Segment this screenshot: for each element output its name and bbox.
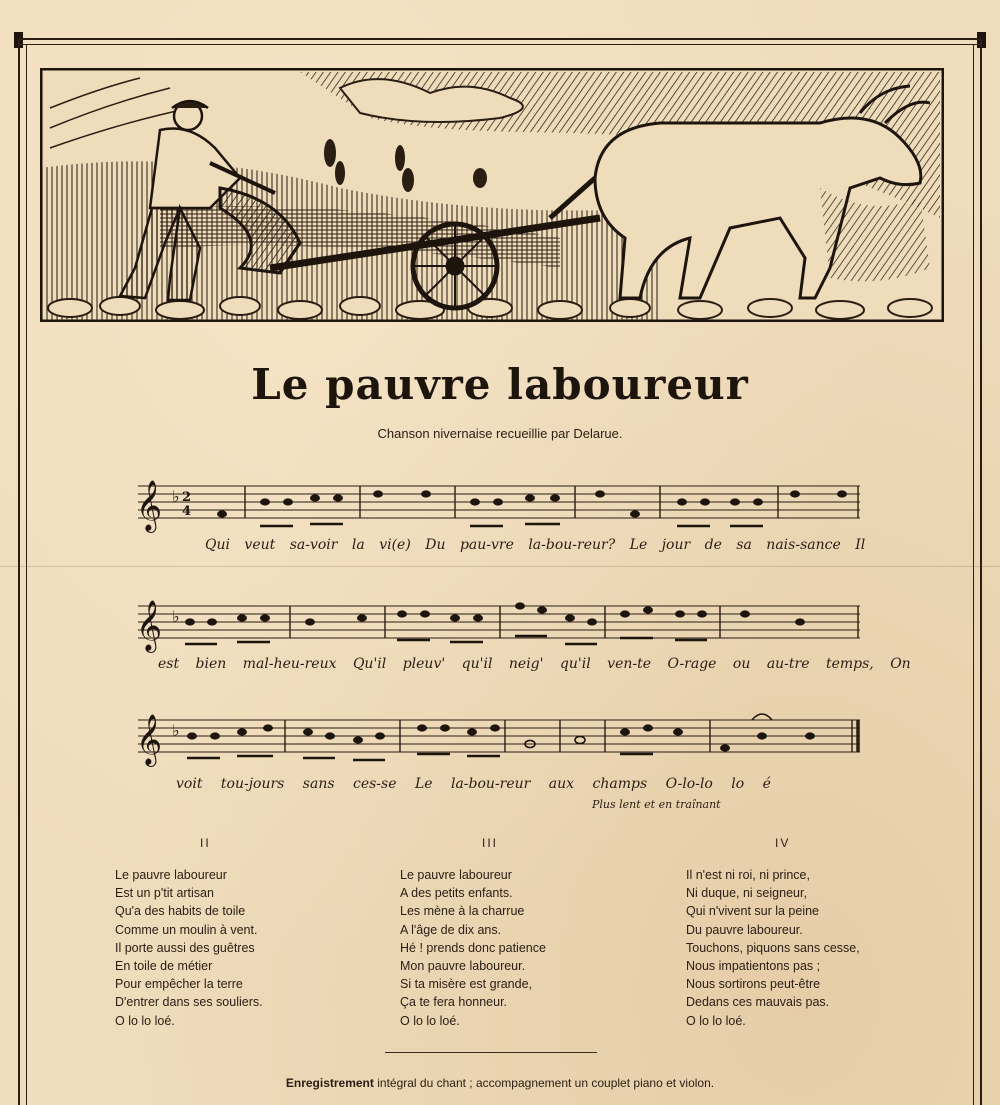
verse-line: Les mène à la charrue: [400, 904, 525, 919]
frame-border-left-inner: [26, 44, 27, 1105]
frame-border-top: [18, 38, 982, 40]
ploughman-woodcut-illustration: [40, 68, 944, 322]
song-title: Le pauvre laboureur: [251, 360, 749, 409]
svg-text:𝄞: 𝄞: [136, 714, 163, 765]
music-staff-1: [130, 472, 865, 542]
verse-line: Comme un moulin à vent.: [115, 922, 258, 937]
svg-text:𝄞: 𝄞: [136, 600, 163, 651]
verse-line: Hé ! prends donc patience: [400, 940, 546, 955]
svg-text:4: 4: [182, 504, 192, 519]
recording-note-bold: Enregistrement: [285, 1076, 374, 1090]
paper-fold-line: [0, 566, 1000, 567]
verse-4: [686, 866, 860, 1030]
verse-3: [400, 866, 546, 1030]
tempo-marking: Plus lent et en traînant: [592, 798, 721, 811]
verse-line: Il n'est ni roi, ni prince,: [686, 868, 810, 882]
verse-line: A des petits enfants.: [400, 886, 513, 901]
verse-line: Nous impatientons pas ;: [686, 959, 821, 974]
verse-line: O lo lo loé.: [686, 1013, 746, 1028]
lyrics-line-2: est bien mal-heu-reux Qu'il pleuv' qu'il neig' qu'il ven-te O-rage ou au-tre temps, On: [158, 656, 911, 672]
verse-line: Dedans ces mauvais pas.: [686, 995, 830, 1010]
lyrics-line-1: Qui veut sa-voir la vi(e) Du pau-vre la-bou-reur? Le jour de sa nais-sance Il: [205, 537, 866, 553]
verse-line: A l'âge de dix ans.: [400, 922, 502, 937]
svg-text:♭: ♭: [172, 487, 180, 506]
verse-line: Est un p'tit artisan: [115, 886, 214, 901]
verse-line: Ni duque, ni seigneur,: [686, 886, 807, 901]
verse-line: En toile de métier: [115, 959, 213, 974]
svg-text:2: 2: [182, 490, 192, 505]
verse-line: Nous sortirons peut-être: [686, 977, 821, 992]
verse-line: O lo lo loé.: [400, 1013, 460, 1028]
frame-border-right: [980, 38, 982, 1105]
music-staff-3: [130, 706, 865, 776]
frame-border-right-inner: [973, 44, 974, 1105]
svg-text:𝄞: 𝄞: [136, 480, 163, 531]
verse-line: Qui n'vivent sur la peine: [686, 904, 820, 919]
frame-border-left: [18, 38, 20, 1105]
verse-line: Le pauvre laboureur: [400, 868, 512, 882]
verse-line: Touchons, piquons sans cesse,: [686, 940, 860, 955]
footer-divider: [385, 1052, 597, 1053]
verse-number-2: II: [200, 836, 211, 850]
verse-2: [115, 866, 263, 1030]
frame-border-top-inner: [18, 44, 982, 45]
lyrics-line-3: voit tou-jours sans ces-se Le la-bou-reur aux champs O-lo-lo lo é: [176, 776, 771, 792]
verse-line: Qu'a des habits de toile: [115, 904, 246, 919]
verse-line: Mon pauvre laboureur.: [400, 959, 526, 974]
song-subtitle: Chanson nivernaise recueillie par Delarue.: [377, 426, 623, 441]
verse-number-4: IV: [775, 836, 791, 850]
svg-text:♭: ♭: [172, 607, 180, 626]
verse-line: O lo lo loé.: [115, 1013, 175, 1028]
recording-note-text: intégral du chant ; accompagnement un couplet piano et violon.: [373, 1076, 715, 1090]
verse-line: Pour empêcher la terre: [115, 977, 243, 992]
verse-line: D'entrer dans ses souliers.: [115, 995, 263, 1010]
svg-text:♭: ♭: [172, 721, 180, 740]
verse-line: Ça te fera honneur.: [400, 995, 508, 1010]
recording-note: [0, 1076, 1000, 1090]
verse-line: Si ta misère est grande,: [400, 977, 533, 992]
music-staff-2: [130, 592, 865, 662]
verse-line: Le pauvre laboureur: [115, 868, 227, 882]
verse-number-3: III: [482, 836, 499, 850]
verse-line: Du pauvre laboureur.: [686, 922, 803, 937]
verse-line: Il porte aussi des guêtres: [115, 940, 255, 955]
